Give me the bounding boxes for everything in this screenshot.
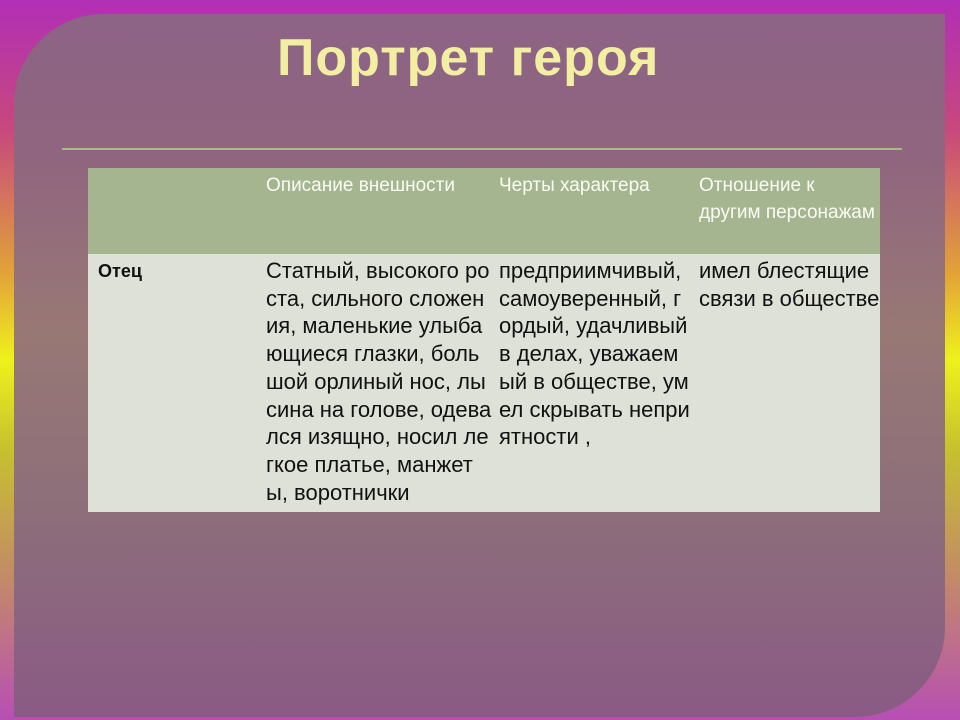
cell-relations: имел блестящие связи в обществе [692, 254, 880, 512]
row-header-father: Отец [88, 254, 259, 512]
title-divider [62, 148, 902, 150]
cell-appearance: Статный, высокого роста, сильного сложения, маленькие улыбающиеся глазки, большой орлиный нос, лысина на голове, одевался изящно, носил легкое платье, манжеты, воротнички [259, 254, 492, 512]
header-relations: Отношение к другим персонажам [692, 168, 880, 254]
header-character: Черты характера [492, 168, 692, 254]
cell-character: предприимчивый, самоуверенный, гордый, удачливый в делах, уважаемый в обществе, умел скрывать неприятности , [492, 254, 692, 512]
table-row [88, 254, 880, 512]
header-appearance: Описание внешности [259, 168, 492, 254]
slide-title: Портрет героя [277, 29, 660, 87]
hero-portrait-table [88, 168, 880, 512]
header-empty-cell [88, 168, 259, 254]
table-header-row [88, 168, 880, 254]
